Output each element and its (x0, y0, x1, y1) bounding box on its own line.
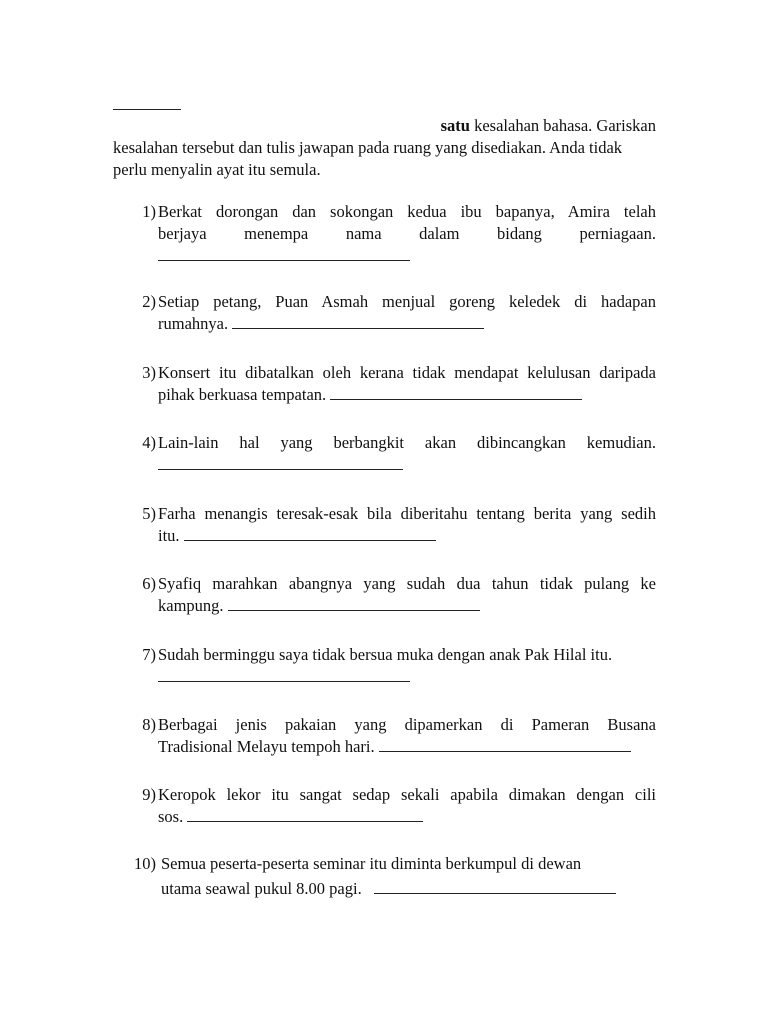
question-text-line-1: Semua peserta-peserta seminar itu diminta berkumpul di dewan (161, 854, 582, 873)
question-text-line-1: Setiap petang, Puan Asmah menjual goreng keledek di hadapan (158, 292, 656, 311)
question-number: 4) (142, 433, 156, 452)
answer-blank[interactable] (184, 526, 436, 541)
instructions-line-1-text: kesalahan bahasa. Gariskan (469, 116, 656, 135)
answer-blank[interactable] (158, 246, 410, 261)
question-8 (130, 714, 656, 758)
instructions-paragraph (113, 115, 656, 181)
instructions-line-3: perlu menyalin ayat itu semula. (113, 160, 321, 179)
question-text-line-2 (158, 313, 656, 335)
question-1 (130, 201, 656, 267)
question-text-line-2 (158, 384, 656, 406)
question-number: 1) (142, 202, 156, 221)
answer-blank[interactable] (158, 667, 410, 682)
instructions-bold-word: satu (440, 116, 470, 135)
answer-blank[interactable] (158, 455, 403, 470)
question-4 (130, 432, 656, 476)
question-text-tail: sos. (158, 807, 184, 826)
question-number: 5) (142, 504, 156, 523)
question-text-line-2 (161, 876, 648, 901)
question-answer-line (158, 666, 656, 688)
question-text-tail: Tradisional Melayu tempoh hari. (158, 737, 375, 756)
answer-blank[interactable] (187, 807, 423, 822)
question-text-tail: utama seawal pukul 8.00 pagi. (161, 879, 362, 898)
instructions-line-2: kesalahan tersebut dan tulis jawapan pada ruang yang disediakan. Anda tidak (113, 138, 623, 157)
question-number: 10) (134, 854, 156, 873)
question-answer-line (158, 454, 656, 476)
name-blank-line (113, 109, 181, 110)
answer-blank[interactable] (379, 737, 631, 752)
question-number: 2) (142, 292, 156, 311)
answer-blank[interactable] (374, 879, 616, 894)
question-text-tail: rumahnya. (158, 314, 229, 333)
question-text-line-2: berjaya menempa nama dalam bidang perniagaan. (158, 224, 656, 243)
question-6 (130, 573, 656, 617)
answer-blank[interactable] (330, 385, 582, 400)
question-number: 8) (142, 715, 156, 734)
question-text-tail: itu. (158, 526, 180, 545)
instructions-line-1 (113, 115, 656, 137)
question-text-line-1: Syafiq marahkan abangnya yang sudah dua tahun tidak pulang ke (158, 574, 656, 593)
question-text-line-1: Konsert itu dibatalkan oleh kerana tidak mendapat kelulusan daripada (158, 363, 656, 382)
question-text-line-2 (158, 595, 656, 617)
question-text-line-2 (158, 806, 656, 828)
question-text-line-1: Lain-lain hal yang berbangkit akan dibincangkan kemudian. (158, 433, 656, 452)
answer-blank[interactable] (232, 314, 484, 329)
question-9 (130, 784, 656, 828)
question-3 (130, 362, 656, 406)
question-number: 7) (142, 645, 156, 664)
question-7 (130, 644, 656, 688)
question-text-line-1: Berkat dorongan dan sokongan kedua ibu bapanya, Amira telah (158, 202, 656, 221)
question-number: 3) (142, 363, 156, 382)
question-answer-line (158, 245, 656, 267)
question-text-tail: pihak berkuasa tempatan. (158, 385, 327, 404)
question-number: 6) (142, 574, 156, 593)
question-10 (128, 851, 648, 901)
question-text-line-2 (158, 736, 656, 758)
question-text-line-1: Berbagai jenis pakaian yang dipamerkan di Pameran Busana (158, 715, 656, 734)
question-text-tail: kampung. (158, 596, 224, 615)
question-5 (130, 503, 656, 547)
question-number: 9) (142, 785, 156, 804)
question-text-line-1: Sudah berminggu saya tidak bersua muka dengan anak Pak Hilal itu. (158, 645, 613, 664)
answer-blank[interactable] (228, 596, 480, 611)
question-text-line-1: Keropok lekor itu sangat sedap sekali apabila dimakan dengan cili (158, 785, 656, 804)
question-text-line-2 (158, 525, 656, 547)
question-2 (130, 291, 656, 335)
question-text-line-1: Farha menangis teresak-esak bila diberitahu tentang berita yang sedih (158, 504, 656, 523)
